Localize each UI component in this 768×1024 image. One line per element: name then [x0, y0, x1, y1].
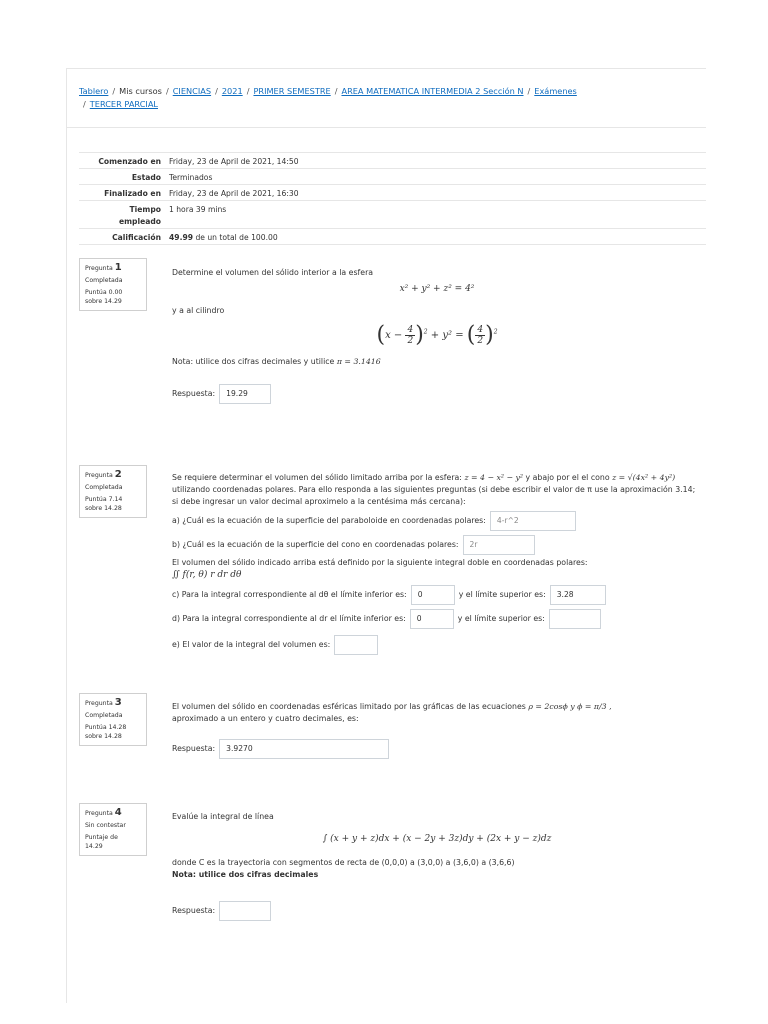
breadcrumb-tablero[interactable]: Tablero	[79, 86, 109, 96]
cylinder-equation: (x − $\frac{4}{2}$ )$^2$ + y² = ( $\frac{4}{2}$ )$^2$	[376, 322, 498, 348]
grade-score: 49.99	[169, 233, 194, 242]
part-b-label: b) ¿Cuál es la ecuación de la superficie del cono en coordenadas polares:	[172, 540, 459, 549]
question-1-content	[172, 267, 702, 404]
summary-row-time	[79, 200, 706, 228]
question-text-2: aproximado a un entero y cuatro decimales, es:	[172, 714, 359, 723]
summary-value: Friday, 23 de April de 2021, 14:50	[169, 157, 299, 166]
part-c-lower-input[interactable]: 0	[411, 585, 455, 605]
question-word: Pregunta	[85, 810, 113, 817]
breadcrumb-course[interactable]: AREA MATEMATICA INTERMEDIA 2 Sección N	[341, 86, 524, 96]
part-e-label: e) El valor de la integral del volumen es:	[172, 640, 331, 649]
question-2-info	[79, 465, 147, 518]
answer-input[interactable]: 19.29	[219, 384, 271, 404]
question-points-max: sobre 14.28	[85, 733, 122, 740]
intro-part-1: Se requiere determinar el volumen del sólido limitado arriba por la esfera:	[172, 473, 462, 482]
part-c-upper-input[interactable]: 3.28	[550, 585, 606, 605]
summary-row-state	[79, 168, 706, 184]
intro-part-2: y abajo por el el cono	[525, 473, 610, 482]
spherical-equations: ρ = 2cosϕ y ϕ = π/3 ,	[528, 702, 612, 711]
answer-input[interactable]: 3.9270	[219, 739, 389, 759]
cone-equation: z = √(4x² + 4y²)	[612, 473, 676, 482]
integral-description: El volumen del sólido indicado arriba está definido por la siguiente integral doble en coordenadas polares:	[172, 558, 588, 567]
sphere-equation: x² + y² + z² = 4²	[399, 284, 475, 294]
summary-value	[169, 232, 706, 244]
question-number: 2	[114, 469, 122, 480]
question-2-content	[172, 472, 702, 655]
breadcrumb-2021[interactable]: 2021	[221, 86, 243, 96]
part-d-mid: y el límite superior es:	[457, 614, 545, 623]
part-d-lower-input[interactable]: 0	[410, 609, 454, 629]
breadcrumb-ciencias[interactable]: CIENCIAS	[172, 86, 212, 96]
question-text: El volumen del sólido en coordenadas esféricas limitado por las gráficas de las ecuaciones	[172, 702, 526, 711]
question-status: Completada	[85, 277, 123, 284]
page-left-border	[66, 68, 67, 1003]
intro-part-3: utilizando coordenadas polares. Para ello responda a las siguientes preguntas (si debe escribir el valor de π use la aproximación 3.14; si debe ingresar un valor decimal aproximelo a la centésima más cercana):	[172, 485, 696, 506]
breadcrumb-container	[66, 68, 706, 128]
note-text: Nota: utilice dos cifras decimales	[172, 870, 319, 879]
breadcrumb-mis-cursos: Mis cursos	[119, 86, 162, 96]
question-points: Puntúa 7.14	[85, 496, 123, 503]
part-d-upper-input[interactable]	[549, 609, 601, 629]
summary-row-started	[79, 152, 706, 168]
part-a-input[interactable]: 4-r^2	[490, 511, 576, 531]
question-intro	[172, 472, 702, 508]
question-4-info	[79, 803, 147, 856]
summary-key-line2: empleado	[118, 217, 161, 226]
question-3-content	[172, 701, 702, 759]
note-text: Nota: utilice dos cifras decimales y utilice	[172, 357, 335, 366]
part-e-input[interactable]	[334, 635, 378, 655]
question-points-max: sobre 14.28	[85, 505, 122, 512]
question-4-content	[172, 811, 702, 921]
question-text-2: y a al cilindro	[172, 306, 225, 315]
question-1-info	[79, 258, 147, 311]
question-points-max: 14.29	[85, 843, 103, 850]
path-description: donde C es la trayectoria con segmentos de recta de (0,0,0) a (3,0,0) a (3,6,0) a (3,6,6)	[172, 858, 515, 867]
part-c-label: c) Para la integral correspondiente al dθ el límite inferior es:	[172, 590, 407, 599]
pi-value: π = 3.1416	[336, 357, 381, 366]
question-points: Puntúa 0.00	[85, 289, 123, 296]
summary-value: 1 hora 39 mins	[169, 205, 227, 214]
question-points: Puntaje de	[85, 834, 118, 841]
question-status: Completada	[85, 712, 123, 719]
breadcrumb-examenes[interactable]: Exámenes	[534, 86, 577, 96]
question-points: Puntúa 14.28	[85, 724, 127, 731]
answer-input[interactable]	[219, 901, 271, 921]
question-word: Pregunta	[85, 265, 113, 272]
question-word: Pregunta	[85, 700, 113, 707]
question-3-info	[79, 693, 147, 746]
summary-key	[79, 204, 169, 228]
answer-label: Respuesta:	[172, 744, 216, 753]
double-integral: ∬ f(r, θ) r dr dθ	[172, 570, 242, 580]
summary-row-finished	[79, 184, 706, 200]
summary-key: Calificación	[112, 233, 161, 242]
part-a-label: a) ¿Cuál es la ecuación de la superficie del paraboloide en coordenadas polares:	[172, 516, 486, 525]
question-number: 1	[114, 262, 122, 273]
question-number: 3	[114, 697, 122, 708]
question-status: Completada	[85, 484, 123, 491]
breadcrumb-tercer-parcial[interactable]: TERCER PARCIAL	[89, 99, 158, 109]
breadcrumb: Tablero / Mis cursos / CIENCIAS / 2021 / PRIMER SEMESTRE / AREA MATEMATICA INTERMEDIA 2 Sección N / Exámenes / TERCER PARCIAL	[79, 86, 577, 109]
summary-value: Terminados	[169, 173, 213, 182]
question-points-max: sobre 14.29	[85, 298, 122, 305]
grade-total: de un total de 100.00	[195, 233, 278, 242]
breadcrumb-primer-semestre[interactable]: PRIMER SEMESTRE	[253, 86, 331, 96]
paraboloid-equation: z = 4 − x² − y²	[464, 473, 524, 482]
attempt-summary-table	[79, 152, 706, 245]
summary-value: Friday, 23 de April de 2021, 16:30	[169, 189, 299, 198]
part-c-mid: y el límite superior es:	[458, 590, 546, 599]
question-word: Pregunta	[85, 472, 113, 479]
summary-key: Comenzado en	[98, 157, 161, 166]
answer-label: Respuesta:	[172, 906, 216, 915]
summary-row-grade	[79, 228, 706, 245]
question-text: Evalúe la integral de línea	[172, 812, 274, 821]
question-text: Determine el volumen del sólido interior a la esfera	[172, 268, 374, 277]
summary-key: Finalizado en	[104, 189, 161, 198]
question-status: Sin contestar	[85, 822, 126, 829]
summary-key-line1: Tiempo	[129, 205, 161, 214]
answer-label: Respuesta:	[172, 389, 216, 398]
line-integral: ∫ (x + y + z)dx + (x − 2y + 3z)dy + (2x + y − z)dz	[322, 834, 552, 844]
summary-key: Estado	[131, 173, 161, 182]
part-d-label: d) Para la integral correspondiente al dr el límite inferior es:	[172, 614, 406, 623]
question-number: 4	[114, 807, 122, 818]
part-b-input[interactable]: 2r	[463, 535, 535, 555]
